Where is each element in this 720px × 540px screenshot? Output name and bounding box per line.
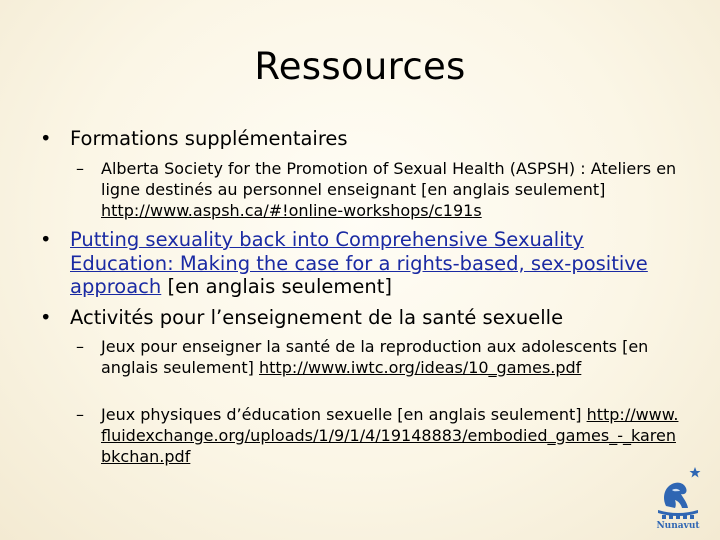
bullet-text: Activités pour l’enseignement de la santé sexuelle — [70, 306, 564, 329]
bullet-text-wrap — [70, 228, 680, 299]
sub-bullet-marker: – — [76, 159, 84, 178]
bullet-text: Formations supplémentaires — [70, 127, 348, 150]
bullet-marker: • — [40, 228, 52, 251]
iwtc-link[interactable]: http://www.iwtc.org/ideas/10_games.pdf — [259, 358, 582, 377]
sub-bullet-text-wrap — [101, 404, 680, 467]
bullet-marker: • — [40, 127, 52, 150]
nunavut-logo-icon — [648, 464, 708, 530]
aspsh-link[interactable]: http://www.aspsh.ca/#!online-workshops/c191s — [101, 201, 482, 220]
sub-bullet-marker: – — [76, 337, 84, 356]
putting-sexuality-link[interactable]: Putting sexuality back into Comprehensive Sexuality Education: Making the case for a rights-based, sex-positive approach — [70, 228, 648, 298]
fluidexchange-link[interactable]: http://www.fluidexchange.org/uploads/1/9/1/4/19148883/embodied_games_-_karenbkchan.pdf — [101, 405, 679, 466]
bullet-marker: • — [40, 306, 52, 329]
bullet-activites — [40, 306, 680, 330]
sub-bullet-marker: – — [76, 405, 84, 424]
sub-bullet-text-wrap — [101, 336, 680, 378]
sub-bullet-jeux-reproduction — [76, 336, 680, 378]
bullet-formations — [40, 127, 680, 151]
sub-bullet-text: Alberta Society for the Promotion of Sexual Health (ASPSH) : Ateliers en ligne destinés au personnel enseignant [en anglais seulement] — [101, 159, 677, 199]
nunavut-logo-text: Nunavut — [656, 521, 700, 530]
slide-title: Ressources — [254, 45, 466, 88]
bullet-putting-sexuality — [40, 228, 680, 299]
sub-bullet-text: Jeux pour enseigner la santé de la reproduction aux adolescents [en anglais seulement] — [101, 337, 649, 377]
bullet-suffix: [en anglais seulement] — [161, 275, 392, 298]
sub-bullet-aspsh — [76, 158, 680, 221]
sub-bullet-text-wrap — [101, 158, 680, 221]
sub-bullet-text: Jeux physiques d’éducation sexuelle [en anglais seulement] — [101, 405, 587, 424]
sub-bullet-jeux-physiques — [76, 404, 680, 467]
